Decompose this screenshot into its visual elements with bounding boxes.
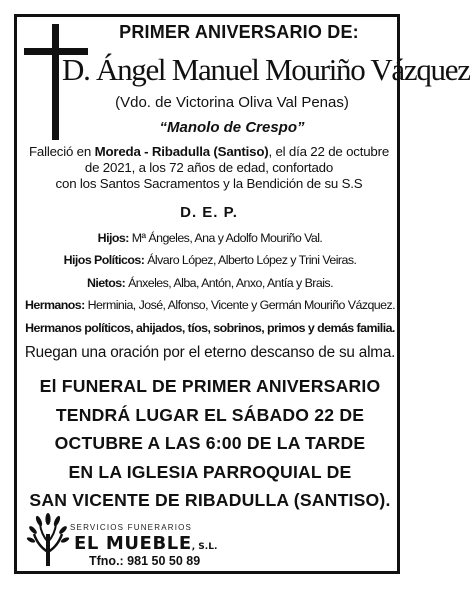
funeral-announcement xyxy=(20,372,400,515)
funeral-line: El FUNERAL DE PRIMER ANIVERSARIO xyxy=(39,376,381,396)
widow-of: (Vdo. de Victorina Oliva Val Penas) xyxy=(115,94,349,111)
death-details xyxy=(24,144,394,192)
death-date: , el día 22 de octubre xyxy=(268,144,390,159)
funeral-line: OCTUBRE A LAS 6:00 DE LA TARDE xyxy=(54,433,366,454)
prayer-request: Ruegan una oración por el eterno descanso de su alma. xyxy=(24,344,396,361)
notice-heading: PRIMER ANIVERSARIO DE: xyxy=(119,22,359,42)
funeral-line: TENDRÁ LUGAR EL SÁBADO 22 DE xyxy=(55,404,365,425)
family-grandchildren xyxy=(20,276,400,290)
family-others xyxy=(20,321,400,335)
nickname: “Manolo de Crespo” xyxy=(159,119,305,136)
logo-company-name xyxy=(74,533,217,554)
family-names: Mª Ángeles, Ana y Adolfo Mouriño Val. xyxy=(128,231,323,245)
family-in-laws xyxy=(20,253,400,267)
family-label: Hijos Políticos: xyxy=(63,253,145,267)
funeral-line: SAN VICENTE DE RIBADULLA (SANTISO). xyxy=(29,490,391,511)
funeral-line: EN LA IGLESIA PARROQUIAL DE xyxy=(68,461,352,482)
logo-services-text: SERVICIOS FUNERARIOS xyxy=(70,523,193,532)
logo-name: EL MUEBLE xyxy=(74,533,192,554)
deceased-name: D. Ángel Manuel Mouriño Vázquez xyxy=(62,52,470,87)
death-sacraments: con los Santos Sacramentos y la Bendición de su S.S xyxy=(55,176,363,191)
family-label: Nietos: xyxy=(87,276,126,290)
tree-of-life-icon xyxy=(28,512,68,568)
family-label: Hijos: xyxy=(97,231,129,245)
family-label: Hermanos políticos, ahijados, tíos, sobrinos, primos y demás familia. xyxy=(25,321,395,335)
family-label: Hermanos: xyxy=(24,298,85,312)
death-place: Moreda - Ribadulla (Santiso) xyxy=(94,144,269,159)
family-names: Herminia, José, Alfonso, Vicente y Germán Mouriño Vázquez. xyxy=(84,298,396,312)
logo-phone: Tfno.: 981 50 50 89 xyxy=(89,554,201,568)
logo-suffix: , S.L. xyxy=(191,542,218,552)
family-children xyxy=(20,231,400,245)
family-names: Álvaro López, Alberto López y Trini Veiras. xyxy=(144,253,357,267)
death-age: de 2021, a los 72 años de edad, confortado xyxy=(84,160,334,175)
death-prefix: Falleció en xyxy=(28,144,95,159)
family-siblings xyxy=(20,298,400,312)
family-names: Ánxeles, Alba, Antón, Anxo, Antía y Brais. xyxy=(125,276,333,290)
rip-text: D. E. P. xyxy=(180,204,238,221)
